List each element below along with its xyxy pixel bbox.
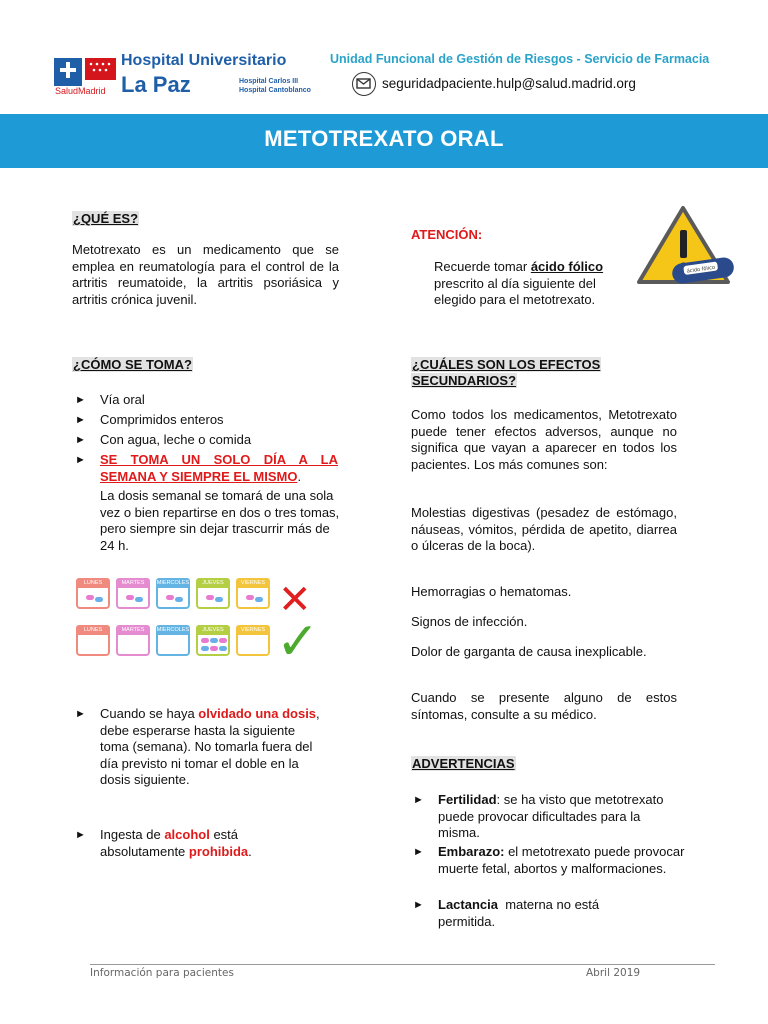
fertilidad-term: Fertilidad [438,792,497,807]
pill-icon [210,646,218,651]
alcohol-text [100,827,300,860]
olvido-post: , debe esperarse hasta la siguiente toma (semana). No tomarla fuera del día previsto ni tomar el doble en la dosis siguiente. [100,706,320,787]
atencion-post: prescrito al día siguiente del elegido para el metotrexato. [434,275,596,307]
calendar-day-label: JUEVES [196,578,230,588]
lactancia-term: Lactancia [438,897,498,912]
pill-icon [219,638,227,643]
calendar-day-label: MIERCOLES [156,627,190,633]
alcohol-end: . [248,843,252,859]
calendar-day-lunes [76,578,110,609]
advertencia-lactancia [438,897,648,930]
calendar-day-label: LUNES [76,625,110,635]
advertencia-fertilidad [438,792,678,842]
hospital-subsites [239,77,311,95]
que-es-text: Metotrexato es un medicamento que se emplea en reumatología para el control de la artritis reumatoide, la artritis psoriásica y artritis crónica juvenil. [72,242,339,307]
pill-icon [215,597,223,602]
calendar-day-viernes [236,625,270,656]
que-es-heading-wrap [72,210,139,228]
calendar-day-miercoles [156,578,190,609]
pill-icon [135,597,143,602]
salud-madrid-text: SaludMadrid [55,86,106,96]
calendar-day-label: LUNES [76,578,110,588]
calendar-day-jueves [196,578,230,609]
efectos-heading-1: ¿CUÁLES SON LOS EFECTOS [412,357,601,372]
acido-folico: ácido fólico [530,259,604,274]
warning-icon [636,204,736,288]
calendar-day-label: MARTES [116,578,150,588]
pill-icon [206,595,214,600]
efecto-digestivas: Molestias digestivas (pesadez de estómago, náuseas, vómitos, pérdida de apetito, diarrea o úlceras de la boca). [411,505,677,553]
olvido-red: olvidado una dosis [198,706,317,721]
calendar-day-label: MIERCOLES [156,580,190,586]
como-heading-wrap [72,356,193,374]
efecto-consulte: Cuando se presente alguno de estos síntomas, consulte a su médico. [411,690,677,722]
alcohol-pre: Ingesta de [100,827,165,842]
footer-divider [90,964,715,965]
pill-icon [255,597,263,602]
bullet-arrow-icon: ► [413,899,424,911]
efectos-heading-wrap [411,357,601,389]
one-day-warning: SE TOMA UN SOLO DÍA A LA SEMANA Y SIEMPRE EL MISMO [100,452,338,484]
calendar-day-label: JUEVES [196,625,230,635]
pill-icon [86,595,94,600]
salud-madrid-logo [54,54,116,90]
bullet-arrow-icon: ► [75,434,86,446]
como-item-3: Con agua, leche o comida [100,432,252,447]
mail-icon [352,72,376,96]
pill-icon [166,595,174,600]
calendar-day-martes [116,578,150,609]
como-heading: ¿CÓMO SE TOMA? [73,357,192,372]
calendar-day-lunes [76,625,110,656]
pill-icon [201,638,209,643]
pill-icon [201,646,209,651]
lactancia-text: materna no está permitida. [438,897,603,929]
advertencia-embarazo [438,844,688,877]
hospital-sub-2: Hospital Cantoblanco [239,87,311,94]
advertencias-heading-wrap [411,755,516,773]
bullet-arrow-icon: ► [413,846,424,858]
unit-name: Unidad Funcional de Gestión de Riesgos - Servicio de Farmacia [330,52,710,66]
prohibida-red: prohibida [188,843,249,859]
bullet-arrow-icon: ► [75,394,86,406]
bullet-arrow-icon: ► [75,829,86,841]
pill-icon [246,595,254,600]
efecto-infeccion: Signos de infección. [411,614,528,629]
olvido-text [100,706,325,789]
atencion-text [434,259,634,309]
embarazo-text: el metotrexato puede provocar muerte fetal, abortos y malformaciones. [438,844,685,876]
dosis-text: La dosis semanal se tomará de una sola vez o bien repartirse en dos o tres tomas, pero siempre sin dejar trascurrir más de 24 h. [100,488,340,553]
calendar-day-label: VIERNES [236,578,270,588]
efecto-hemorragias: Hemorragias o hematomas. [411,584,572,599]
atencion-label: ATENCIÓN: [411,227,483,242]
pill-icon [126,595,134,600]
efectos-intro: Como todos los medicamentos, Metotrexato puede tener efectos adversos, aunque no significa que vayan a aparecer en todos los pacientes. Los más comunes son: [411,407,677,472]
page-title: METOTREXATO ORAL [264,126,504,151]
como-item-2: Comprimidos enteros [100,412,224,427]
right-check-icon: ✓ [276,613,320,671]
calendar-day-martes [116,625,150,656]
pill-label: ácido fólico [686,264,716,275]
calendar-day-label: MARTES [116,625,150,635]
bullet-arrow-icon: ► [413,794,424,806]
calendar-day-miercoles [156,625,190,656]
calendar-day-jueves [196,625,230,656]
fertilidad-text: : se ha visto que metotrexato puede provocar dificultades para la misma. [438,792,664,840]
olvido-pre: Cuando se haya [100,706,199,721]
highlight-end: . [297,468,302,484]
efecto-garganta: Dolor de garganta de causa inexplicable. [411,644,647,659]
calendar-day-viernes [236,578,270,609]
alcohol-mid: está absolutamente [100,827,239,859]
pill-icon [219,646,227,651]
hospital-sub-1: Hospital Carlos III [239,78,299,85]
bullet-arrow-icon: ► [75,414,86,426]
efectos-heading-2: SECUNDARIOS? [412,373,517,388]
wrong-cross-icon: ✕ [278,578,312,622]
alcohol-red: alcohol [164,827,210,842]
footer-date: Abril 2019 [586,967,641,979]
pill-icon [210,638,218,643]
como-item-1: Vía oral [100,392,145,407]
pill-icon [175,597,183,602]
hospital-name: Hospital Universitario [121,52,287,69]
embarazo-term: Embarazo: [438,844,505,859]
que-es-heading: ¿QUÉ ES? [73,211,139,226]
bullet-arrow-icon: ► [75,454,86,466]
advertencias-heading: ADVERTENCIAS [412,756,515,771]
footer-left: Información para pacientes [90,967,234,979]
atencion-pre: Recuerde tomar [434,259,531,274]
pill-icon [95,597,103,602]
bullet-arrow-icon: ► [75,708,86,720]
calendar-day-label: VIERNES [236,625,270,635]
como-highlight [100,452,338,485]
contact-email[interactable]: seguridadpaciente.hulp@salud.madrid.org [382,76,636,91]
weekly-calendar-illustration [76,578,330,670]
hospital-la-paz: La Paz [121,72,191,97]
